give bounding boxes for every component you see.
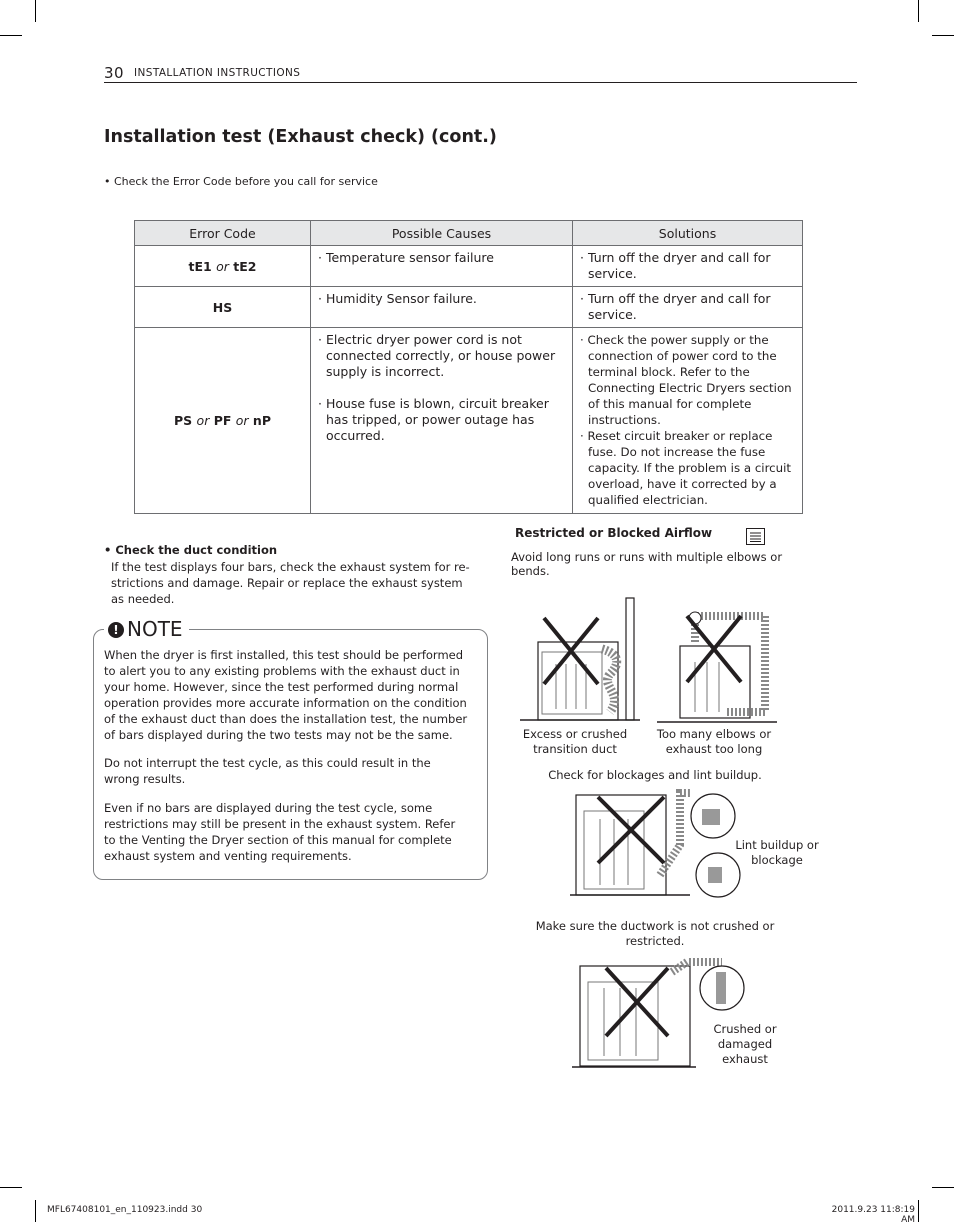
crop-mark <box>0 1187 22 1188</box>
many-elbows-illustration <box>655 602 780 724</box>
duct-heading: • Check the duct condition <box>104 543 278 557</box>
lint-buildup-label: Lint buildup or blockage <box>735 838 819 867</box>
crop-mark <box>932 1187 954 1188</box>
duct-body: If the test displays four bars, check the exhaust system for re-strictions and damage. Repair or replace the exhaust system as needed. <box>111 560 470 606</box>
column-header: Solutions <box>573 221 803 246</box>
page-title: Installation test (Exhaust check) (cont.) <box>104 127 497 147</box>
error-code-cell <box>135 328 311 514</box>
cause-item: · House fuse is blown, circuit breaker has tripped, or power outage has occurred. <box>318 396 549 443</box>
error-code-cell <box>135 287 311 328</box>
causes-cell <box>311 246 573 287</box>
error-code: HS <box>212 299 233 315</box>
check-blockages-text: Check for blockages and lint buildup. <box>548 768 762 782</box>
crushed-exhaust-label: Crushed or damaged exhaust <box>713 1022 777 1066</box>
solutions-cell <box>573 287 803 328</box>
error-code: PF <box>213 413 232 428</box>
causes-cell <box>311 287 573 328</box>
column-header: Error Code <box>135 221 311 246</box>
crop-mark <box>932 35 954 36</box>
caption-too-many-elbows: Too many elbows or exhaust too long <box>656 727 772 756</box>
note-paragraph: Do not interrupt the test cycle, as this could result in the wrong results. <box>104 756 431 786</box>
code-separator: or <box>196 413 210 428</box>
error-code: tE2 <box>233 258 257 274</box>
cause-item: · Electric dryer power cord is not connected correctly, or house power supply is incorrect. <box>318 332 556 379</box>
note-heading: ! NOTE <box>104 617 189 641</box>
causes-cell <box>311 328 573 514</box>
airflow-heading: Restricted or Blocked Airflow <box>515 526 713 540</box>
crop-mark <box>918 0 919 22</box>
error-code-table <box>134 220 803 514</box>
intro-text: • Check the Error Code before you call for service <box>104 175 378 188</box>
section-title: INSTALLATION INSTRUCTIONS <box>134 67 301 79</box>
lint-buildup-illustration <box>570 785 745 903</box>
column-header: Possible Causes <box>311 221 573 246</box>
solution-item: · Check the power supply or the connection of power cord to the terminal block. Refer to the Connecting Electric Dryers section of this manual for complete instructions. <box>580 333 792 427</box>
code-separator: or <box>216 258 229 274</box>
crushed-duct-illustration <box>520 594 645 724</box>
cause-item: · Temperature sensor failure <box>318 250 494 265</box>
header-rule <box>104 82 857 83</box>
warning-icon: ! <box>108 622 124 638</box>
table-header-row <box>135 221 803 246</box>
error-code-cell <box>135 246 311 287</box>
table-row <box>135 328 803 514</box>
solution-item: · Turn off the dryer and call for service. <box>580 291 771 322</box>
ductwork-text: Make sure the ductwork is not crushed or restricted. <box>535 919 775 948</box>
note-paragraph: Even if no bars are displayed during the test cycle, some restrictions may still be present in the exhaust system. Refer to the Venting the Dryer section of this manual for complete exhaust system and venting requirements. <box>104 801 456 863</box>
page-number: 30 <box>104 64 125 82</box>
code-separator: or <box>235 413 249 428</box>
error-code: nP <box>252 413 271 428</box>
crop-mark <box>35 1200 36 1222</box>
display-icon <box>746 528 765 545</box>
note-paragraph: When the dryer is first installed, this test should be performed to alert you to any existing problems with the exhaust duct in your home. However, since the test performed during normal operation provides more accurate information on the condition of the exhaust duct than does the installation test, the number of bars displayed during the two tests may not be the same. <box>104 648 468 742</box>
cause-item: · Humidity Sensor failure. <box>318 291 477 306</box>
error-code: tE1 <box>188 258 212 274</box>
airflow-subtitle: Avoid long runs or runs with multiple elbows or bends. <box>511 550 783 578</box>
footer-file: MFL67408101_en_110923.indd 30 <box>47 1205 203 1215</box>
footer-timestamp: 2011.9.23 11:8:19 AM <box>831 1205 915 1225</box>
solution-item: · Reset circuit breaker or replace fuse. Do not increase the fuse capacity. If the problem is a circuit overload, have it corrected by a qualified electrician. <box>580 429 792 507</box>
crop-mark <box>0 35 22 36</box>
solutions-cell <box>573 328 803 514</box>
crop-mark <box>35 0 36 22</box>
solutions-cell <box>573 246 803 287</box>
caption-crushed-transition: Excess or crushed transition duct <box>522 727 628 756</box>
error-code: PS <box>174 413 193 428</box>
crop-mark <box>918 1200 919 1222</box>
table-row <box>135 287 803 328</box>
table-row <box>135 246 803 287</box>
solution-item: · Turn off the dryer and call for service. <box>580 250 771 281</box>
